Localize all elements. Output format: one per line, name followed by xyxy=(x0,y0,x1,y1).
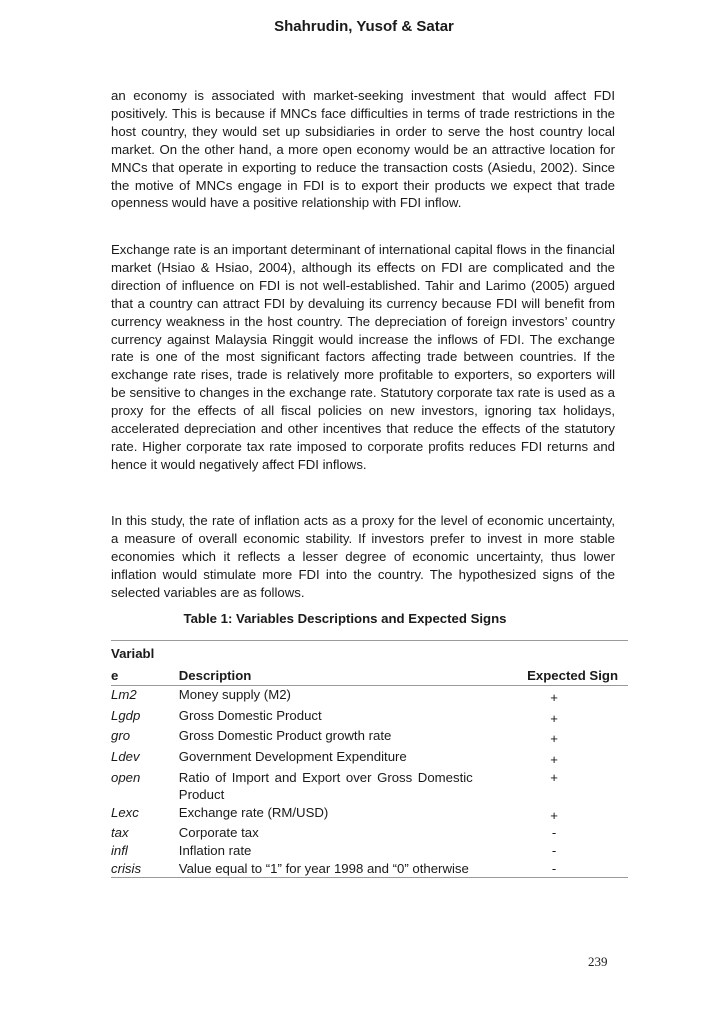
variables-table xyxy=(111,640,628,878)
header-expected-sign: Expected Sign xyxy=(480,663,628,686)
description-cell: Government Development Expenditure xyxy=(178,748,407,764)
sign-cell: + xyxy=(550,710,558,726)
sign-cell: + xyxy=(550,690,558,706)
sign-cell: - xyxy=(551,825,557,841)
variable-cell: Ldev xyxy=(111,748,140,764)
description-cell: Value equal to “1” for year 1998 and “0” otherwise xyxy=(178,860,469,876)
running-header xyxy=(0,18,728,35)
description-cell: Inflation rate xyxy=(178,842,252,858)
table-row xyxy=(111,748,628,769)
table-row xyxy=(111,686,628,707)
table-row xyxy=(111,804,628,825)
variable-cell: Lgdp xyxy=(111,707,141,723)
table-header-row xyxy=(111,663,628,686)
sign-cell: + xyxy=(550,769,558,785)
sign-cell: + xyxy=(550,807,558,823)
table-caption: Table 1: Variables Descriptions and Expected Signs xyxy=(183,611,507,626)
variable-cell: Lm2 xyxy=(111,687,137,703)
sign-cell: + xyxy=(550,731,558,747)
variable-cell: tax xyxy=(111,825,129,841)
table-row xyxy=(111,842,628,860)
table-row xyxy=(111,727,628,748)
description-cell: Corporate tax xyxy=(178,825,259,841)
paragraph-trade-openness: an economy is associated with market-seeking investment that would affect FDI positively. This is because if MNCs face difficulties in terms of trade restrictions in the host country, they would set up subsidiaries in order to serve the host country local market. On the other hand, a more open economy would be an attractive location for MNCs that operate in exporting to reduce the transaction costs (Asiedu, 2002). Since the motive of MNCs engage in FDI is to export their products we expect that trade openness would have a positive relationship with FDI inflow. xyxy=(111,88,615,211)
variable-cell: crisis xyxy=(111,860,179,878)
table-header-top xyxy=(111,641,628,663)
description-cell: Money supply (M2) xyxy=(178,687,291,703)
header-variable-line2: e xyxy=(111,663,179,686)
table-row xyxy=(111,824,628,842)
running-title: Shahrudin, Yusof & Satar xyxy=(274,18,454,35)
paragraph-inflation: In this study, the rate of inflation acts as a proxy for the level of economic uncertainty, a measure of overall economic stability. If investors prefer to invest in more stable economies which it reflects a lesser degree of economic uncertainty, thus lower inflation would stimulate more FDI into the country. The hypothesized signs of the selected variables are as follows. xyxy=(111,513,615,600)
variable-cell: open xyxy=(111,769,141,785)
page-number: 239 xyxy=(588,954,608,969)
variable-cell: infl xyxy=(111,842,128,858)
variable-cell: gro xyxy=(111,728,131,744)
description-cell: Exchange rate (RM/USD) xyxy=(178,804,329,820)
table-row xyxy=(111,860,628,878)
description-cell: Ratio of Import and Export over Gross Domestic Product xyxy=(178,769,473,803)
sign-cell: + xyxy=(550,751,558,767)
sign-cell: - xyxy=(551,860,557,876)
paragraph-exchange-rate: Exchange rate is an important determinant of international capital flows in the financial market (Hsiao & Hsiao, 2004), although its effects on FDI are complicated and the direction of influence on FDI is not well-established. Tahir and Larimo (2005) argued that a country can attract FDI by devaluing its currency because FDI will benefit from currency weakness in the host country. The depreciation of foreign investors’ country currency against Malaysia Ringgit would increase the inflows of FDI. The exchange rate is one of the most significant factors affecting trade between countries. If the exchange rate rises, trade is relatively more profitable to exporters, so exporters will be sensitive to changes in the exchange rate. Statutory corporate tax rate is used as a proxy for the effects of all fiscal policies on new investors, ignoring tax holidays, accelerated depreciation and other incentives that reduce the effects of the statutory rate. Higher corporate tax rate imposed to corporate profits reduces FDI returns and hence it would negatively affect FDI inflows. xyxy=(111,242,615,472)
description-cell: Gross Domestic Product xyxy=(178,707,322,723)
description-cell: Gross Domestic Product growth rate xyxy=(178,728,392,744)
table-title xyxy=(111,611,615,626)
header-description: Description xyxy=(179,663,480,686)
header-variable-line1: Variabl xyxy=(111,641,179,663)
table-row xyxy=(111,769,628,804)
variable-cell: Lexc xyxy=(111,804,139,820)
table-row xyxy=(111,707,628,728)
sign-cell: - xyxy=(551,842,557,858)
